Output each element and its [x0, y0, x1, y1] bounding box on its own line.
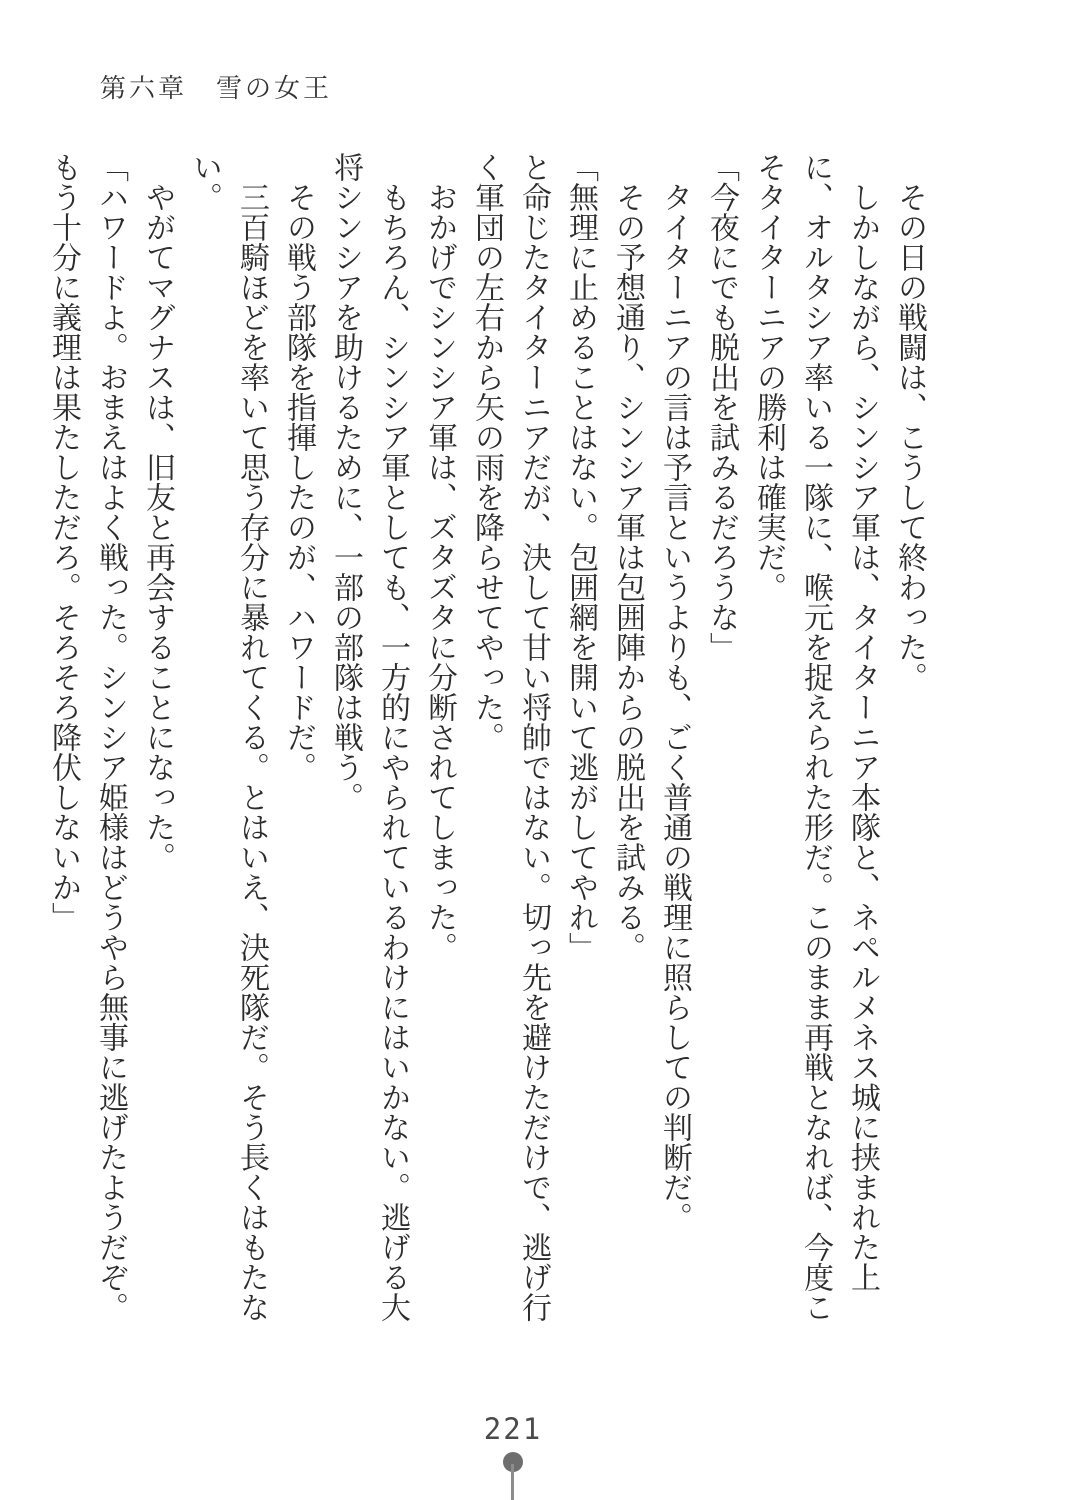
paragraph: タイターニアの言は予言というよりも、ごく普通の戦理に照らしての判断だ。: [658, 182, 691, 1232]
paragraph: と命じたタイターニアだが、決して甘い将帥ではない。切っ先を避けただけで、逃げ行く軍団の左右から矢の雨を降らせてやった。: [470, 152, 550, 1322]
paragraph: 「無理に止めることはない。包囲網を開いて逃がしてやれ」: [564, 152, 597, 962]
paragraph: その日の戦闘は、こうして終わった。: [893, 182, 926, 692]
paragraph: その戦う部隊を指揮したのが、ハワードだ。: [282, 182, 315, 782]
page-pin-marker-line: [511, 1464, 514, 1500]
paragraph: 「ハワードよ。おまえはよく戦った。シンシア姫様はどうやら無事に逃げたようだぞ。もう十分に義理は果たしただろ。そろそろ降伏しないか」: [47, 152, 127, 1322]
body-text: [40, 152, 933, 1322]
paragraph: やがてマグナスは、旧友と再会することになった。: [141, 182, 174, 872]
paragraph: おかげでシンシア軍は、ズタズタに分断されてしまった。: [423, 182, 456, 962]
paragraph: その予想通り、シンシア軍は包囲陣からの脱出を試みる。: [611, 182, 644, 962]
paragraph: 三百騎ほどを率いて思う存分に暴れてくる。とはいえ、決死隊だ。そう長くはもたない。: [188, 152, 268, 1322]
chapter-heading: 第六章 雪の女王: [100, 74, 333, 103]
page-number: 221: [483, 1412, 543, 1446]
paragraph: 「今夜にでも脱出を試みるだろうな」: [705, 152, 738, 662]
paragraph: しかしながら、シンシア軍は、タイターニア本隊と、ネペルメネス城に挟まれた上に、オルタシア率いる一隊に、喉元を捉えられた形だ。このまま再戦となれば、今度こそタイターニアの勝利は確実だ。: [752, 152, 879, 1322]
paragraph: もちろん、シンシア軍としても、一方的にやられているわけにはいかない。逃げる大将シンシアを助けるために、一部の部隊は戦う。: [329, 152, 409, 1322]
